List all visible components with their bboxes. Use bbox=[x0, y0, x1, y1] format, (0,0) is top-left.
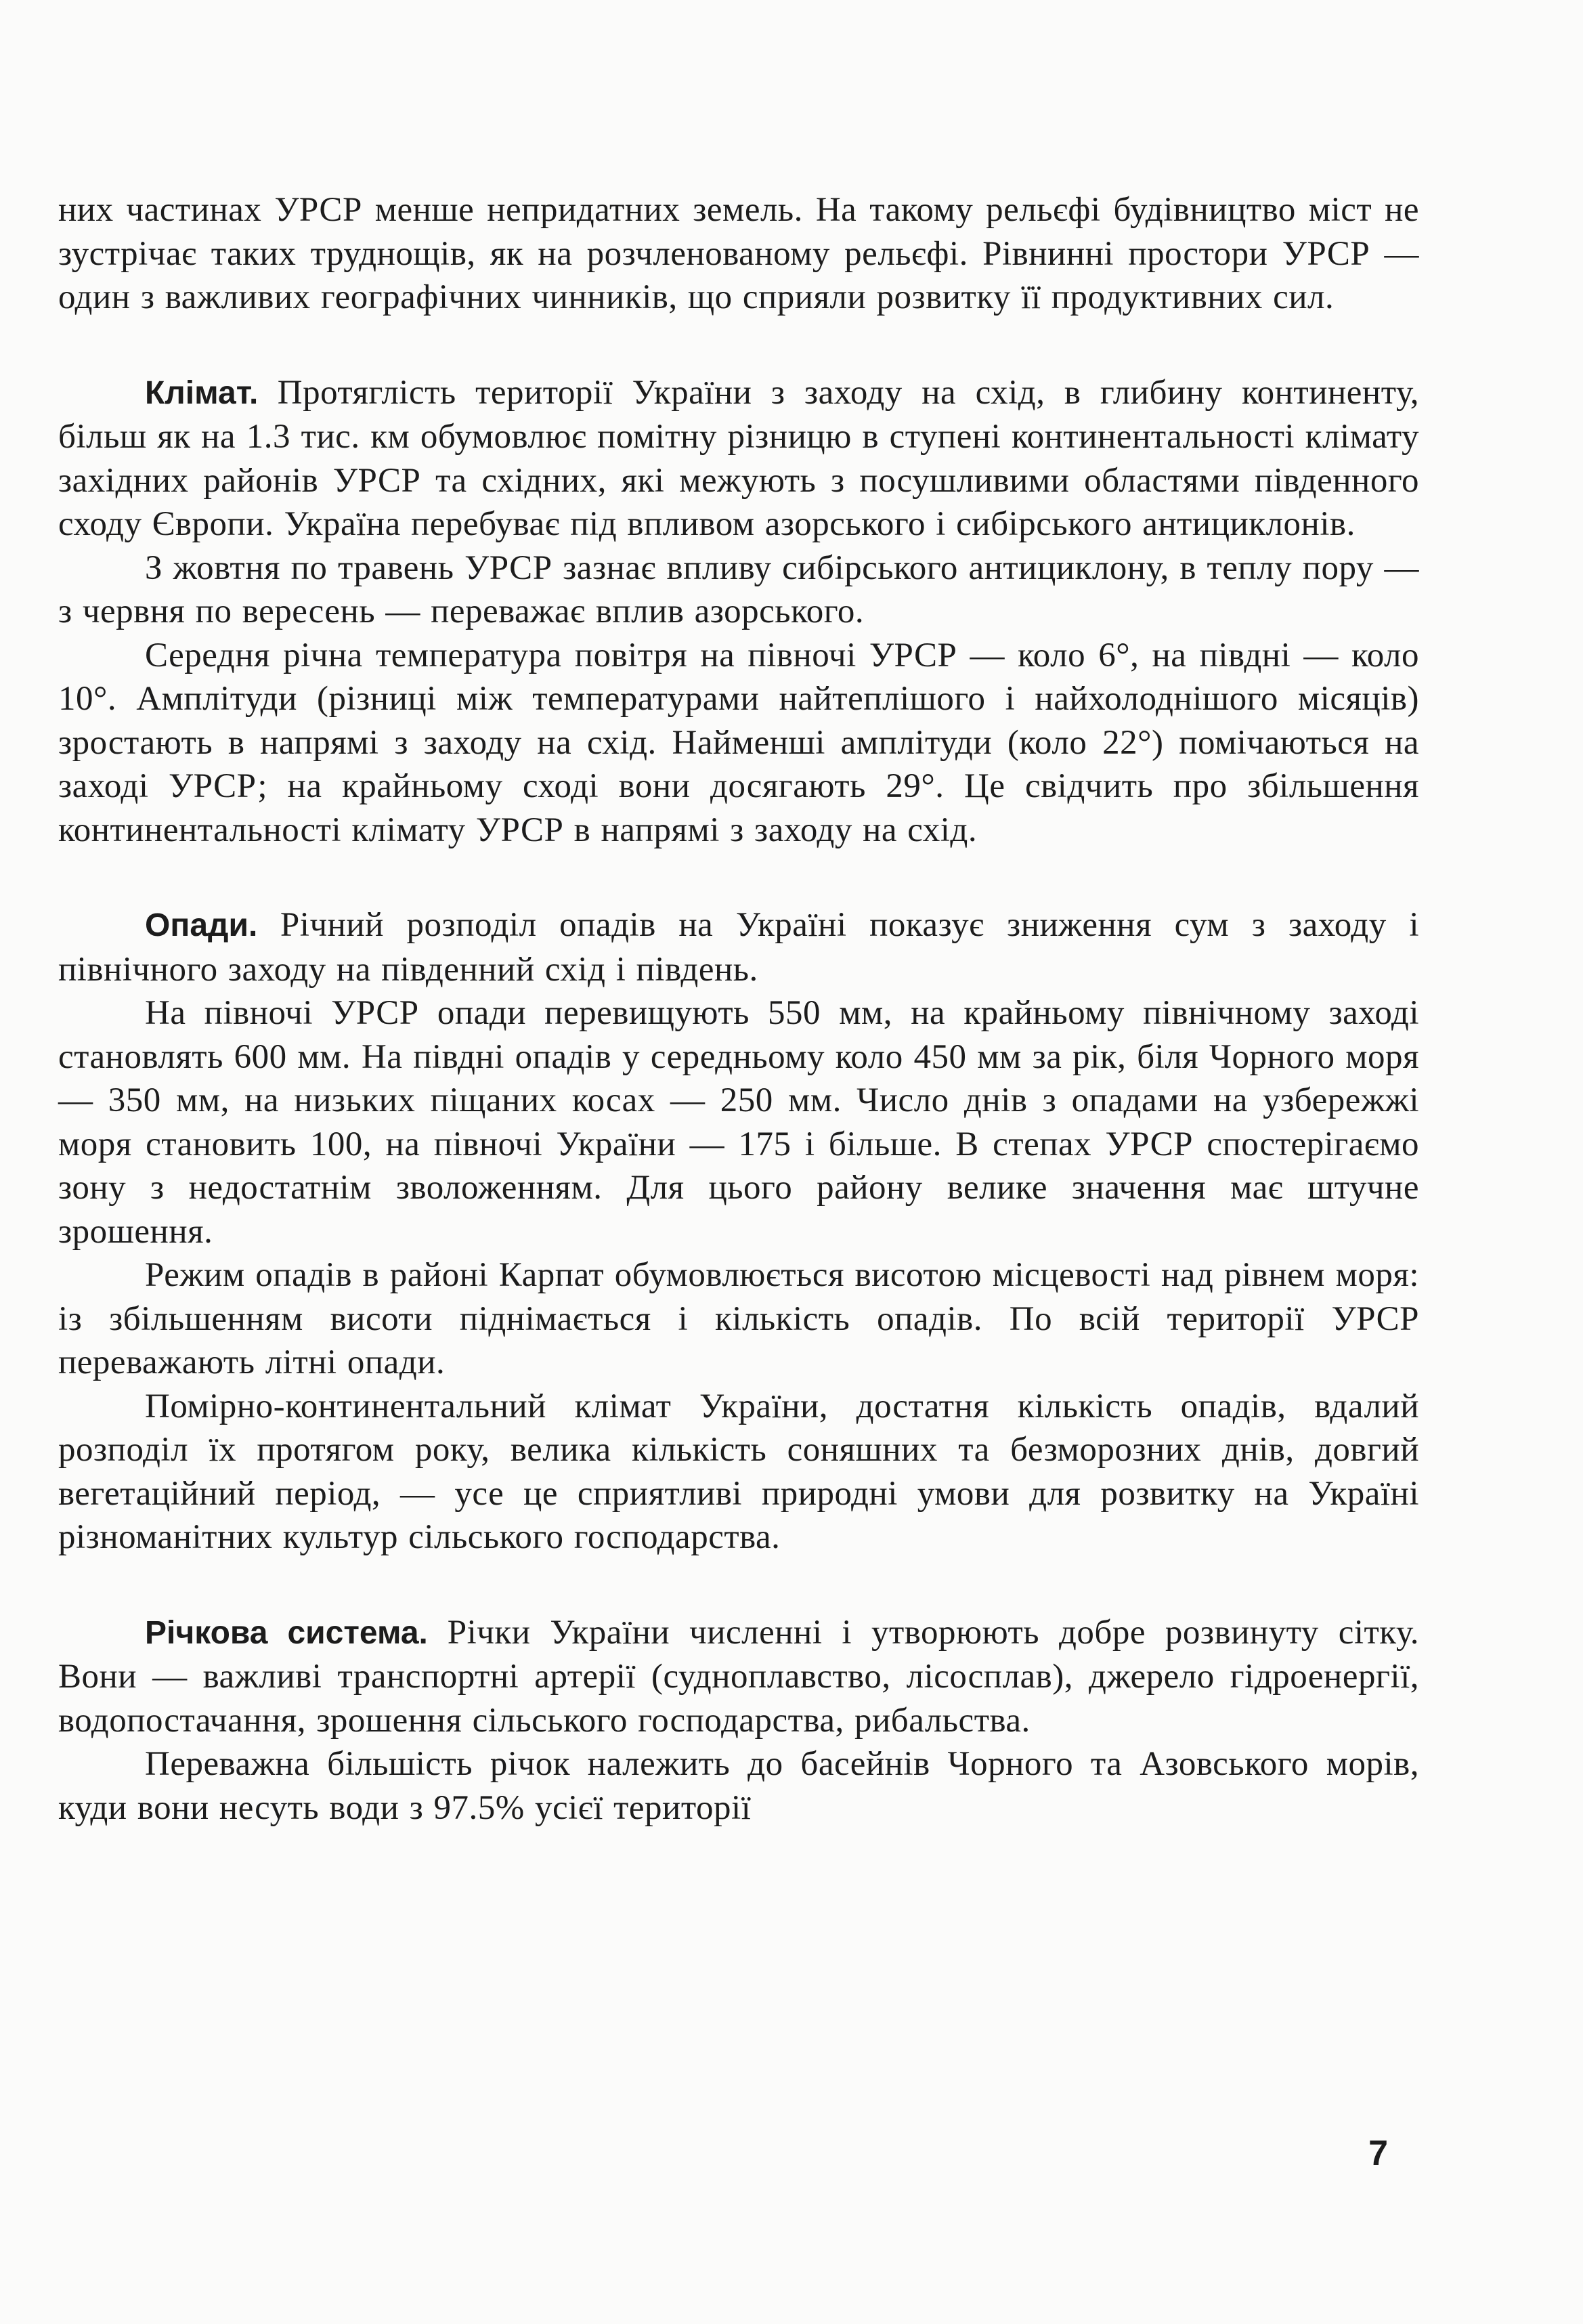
paragraph-precipitation bbox=[58, 903, 1419, 991]
page-number: 7 bbox=[1368, 2134, 1388, 2173]
section-heading-precipitation: Опади. bbox=[145, 907, 258, 943]
paragraph-river-basins bbox=[58, 1742, 1419, 1830]
paragraph-text: На півночі УРСР опади перевищують 550 мм, на крайньому північному заході становлять 600 мм. На півдні опадів у середньому коло 450 мм за рік, біля Чорного моря — 350 мм, на низьких піщаних косах — 250 мм. Число днів з опадами на узбережжі моря становить 100, на півночі України — 175 і більше. В степах УРСР спостерігаємо зону з недостатнім зволоженням. Для цього району велике значення має штучне зрошення. bbox=[58, 994, 1419, 1251]
paragraph-text: Переважна більшість річок належить до басейнів Чорного та Азовського морів, куди вони несуть води з 97.5% усієї території bbox=[58, 1745, 1419, 1827]
paragraph-river-system bbox=[58, 1611, 1419, 1743]
body-text bbox=[58, 188, 1419, 1830]
paragraph-text: Помірно-континентальний клімат України, достатня кількість опадів, вдалий розподіл їх протягом року, велика кількість соняшних та безморозних днів, довгий вегетаційний період, — усе це сприятливі природні умови для розвитку на Україні різноманітних культур сільського господарства. bbox=[58, 1387, 1419, 1556]
paragraph-text: Річний розподіл опадів на Україні показує зниження сум з заходу і північного заходу на південний схід і південь. bbox=[58, 906, 1419, 989]
paragraph-text: Режим опадів в районі Карпат обумовлюється висотою місцевості над рівнем моря: із збільшенням висоти піднімається і кількість опадів. По всій території УРСР переважають літні опади. bbox=[58, 1256, 1419, 1381]
paragraph-anticyclone-seasons bbox=[58, 546, 1419, 634]
paragraph-carpathians bbox=[58, 1253, 1419, 1385]
paragraph-text: Середня річна температура повітря на півночі УРСР — коло 6°, на півдні — коло 10°. Амплітуди (різниці між температурами найтеплішого і найхолоднішого місяців) зростають в напрямі з заходу на схід. Найменші амплітуди (коло 22°) помічаються на заході УРСР; на крайньому сході вони досягають 29°. Це свідчить про збільшення континентальності клімату УРСР в напрямі з заходу на схід. bbox=[58, 636, 1419, 849]
section-heading-river-system: Річкова система. bbox=[145, 1614, 428, 1651]
paragraph-text: З жовтня по травень УРСР зазнає впливу сибірського антициклону, в теплу пору — з червня по вересень — переважає вплив азорського. bbox=[58, 548, 1419, 630]
paragraph-relief-end bbox=[58, 188, 1419, 320]
section-heading-climate: Клімат. bbox=[145, 374, 259, 411]
paragraph-text: них частинах УРСР менше непридатних земель. На такому рельєфі будівництво міст не зустрічає таких труднощів, як на розчленованому рельєфі. Рівнинні простори УРСР — один з важливих географічних чинників, що сприяли розвитку її продуктивних сил. bbox=[58, 191, 1419, 316]
paragraph-climate-summary bbox=[58, 1385, 1419, 1559]
paragraph-text: Протяглість території України з заходу на схід, в глибину континенту, більш як на 1.3 тис. км обумовлює помітну різницю в ступені континентальності клімату західних районів УРСР та східних, які межують з посушливими областями південного сходу Європи. Україна перебуває під впливом азорського і сибірського антициклонів. bbox=[58, 373, 1419, 543]
paragraph-text: Річки України численні і утворюють добре розвинуту сітку. Вони — важливі транспортні артерії (судноплавство, лісосплав), джерело гідроенергії, водопостачання, зрошення сільського господарства, рибальства. bbox=[58, 1613, 1419, 1740]
paragraph-climate bbox=[58, 371, 1419, 546]
paragraph-temperature bbox=[58, 634, 1419, 853]
paragraph-precipitation-amounts bbox=[58, 991, 1419, 1253]
